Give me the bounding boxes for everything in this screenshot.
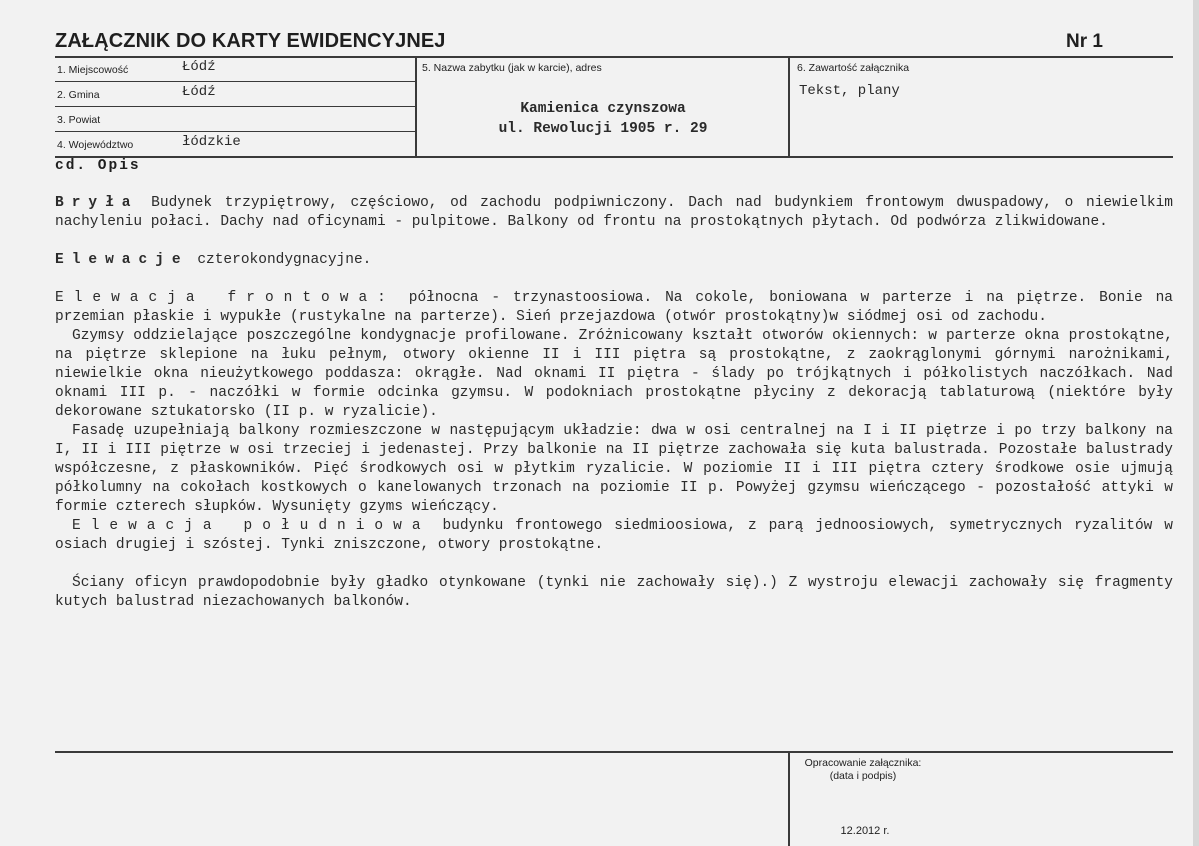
field-label-gmina: 2. Gmina	[57, 89, 100, 101]
text-frontowa: północna - trzynastoosiowa. Na cokole, boniowana w parterze i na piętrze. Bonie na przemian płaskie i wypukłe (rustykalne na parterze). Sień przejazdowa (otwór prostokątny)w siódmej osi od zachodu.	[55, 290, 1173, 325]
description-body	[55, 194, 1173, 612]
paragraph-fasade: Fasadę uzupełniają balkony rozmieszczone w następującym układzie: dwa w osi centralnej na I i II piętrze i po trzy balkony na I, II i III piętrze w osi trzeciej i jedenastej. Przy balkonie na II piętrze zachowała się kuta balustrada. Pozostałe balustrady współczesne, z płaskowników. Pięć środkowych osi w płytkim ryzalicie. W poziomie II i III piętra cztery środkowe osie ujmują półkolumny na cokołach kostkowych o kanelowanych trzonach na poziomie II p. Powyżej gzymsu wieńczącego - pozostałość attyki w formie czterech słupków. Wysunięty gzyms wieńczący.	[55, 423, 1173, 515]
section-heading-opis: cd. Opis	[55, 158, 141, 174]
monument-address: ul. Rewolucji 1905 r. 29	[498, 121, 708, 137]
field-value-gmina: Łódź	[182, 84, 216, 100]
row-rule-3	[55, 131, 415, 132]
bottom-rule	[55, 156, 1173, 158]
field-value-miejscowosc: Łódź	[182, 59, 216, 75]
label-frontowa: Elewacja frontowa:	[55, 290, 396, 306]
text-elewacje: czterokondygnacyjne.	[197, 252, 372, 268]
field-label-powiat: 3. Powiat	[57, 114, 101, 126]
document-title: ZAŁĄCZNIK DO KARTY EWIDENCYJNEJ	[55, 30, 446, 52]
paragraph-gzymsy: Gzymsy oddzielające poszczególne kondygnacje profilowane. Zróżnicowany kształt otworów okiennych: w parterze okna prostokątne, na piętrze sklepione na łuku pełnym, otwory okienne II i III piętra są prostokątne, z zaokrąglonymi górnymi narożnikami, niewielkie okna nieużytkowego poddasza: okrągłe. Nad oknami II piętra - ślady po trójkątnych i półkolistych naczółkach. Nad oknami III p. - naczółki w formie odcinka gzymsu. W podokniach prostokątne płyciny z dekoracją tablaturową (niektóre były dekorowane sztukatorsko (II p. w ryzalicie).	[55, 328, 1173, 420]
paragraph-elewacje	[55, 251, 1173, 270]
field-label-wojewodztwo: 4. Województwo	[57, 139, 134, 151]
field-label-zawartosc: 6. Zawartość załącznika	[797, 62, 910, 74]
field-value-wojewodztwo: łódzkie	[182, 134, 241, 150]
footer-label: Opracowanie załącznika:	[804, 757, 922, 769]
field-label-miejscowosc: 1. Miejscowość	[57, 64, 129, 76]
attachment-number: Nr 1	[1066, 31, 1103, 52]
top-rule	[55, 56, 1173, 58]
text-poludniowa: budynku frontowego siedmioosiowa, z parą jednoosiowych, symetrycznych ryzalitów w osiach drugiej i szóstej. Tynki zniszczone, otwory prostokątne.	[55, 518, 1173, 553]
text-bryla: Budynek trzypiętrowy, częściowo, od zachodu podpiwniczony. Dach nad budynkiem frontowym dwuspadowy, o niewielkim nachyleniu połaci. Dachy nad oficynami - pulpitowe. Balkony od frontu na prostokątnych płytach. Od podwórza zlikwidowane.	[55, 195, 1174, 230]
label-poludniowa: Elewacja południowa	[72, 518, 431, 534]
page-edge	[1193, 0, 1199, 846]
paragraph-poludniowa	[55, 517, 1173, 555]
footer-rule	[55, 751, 1173, 753]
row-rule-1	[55, 81, 415, 82]
footer-date: 12.2012 r.	[840, 825, 890, 837]
field-value-zawartosc: Tekst, plany	[799, 83, 900, 99]
monument-name: Kamienica czynszowa	[520, 101, 686, 117]
field-label-nazwa: 5. Nazwa zabytku (jak w karcie), adres	[422, 62, 602, 74]
label-elewacje: Elewacje	[55, 252, 189, 268]
label-bryla: Bryła	[55, 195, 139, 211]
paragraph-frontowa	[55, 289, 1173, 327]
paragraph-sciany: Ściany oficyn prawdopodobnie były gładko otynkowane (tynki nie zachowały się).) Z wystroju elewacji zachowały się fragmenty kutych balustrad niezachowanych balkonów.	[55, 575, 1173, 610]
row-rule-2	[55, 106, 415, 107]
paragraph-bryla	[55, 194, 1173, 232]
footer-sublabel: (data i podpis)	[829, 770, 897, 782]
